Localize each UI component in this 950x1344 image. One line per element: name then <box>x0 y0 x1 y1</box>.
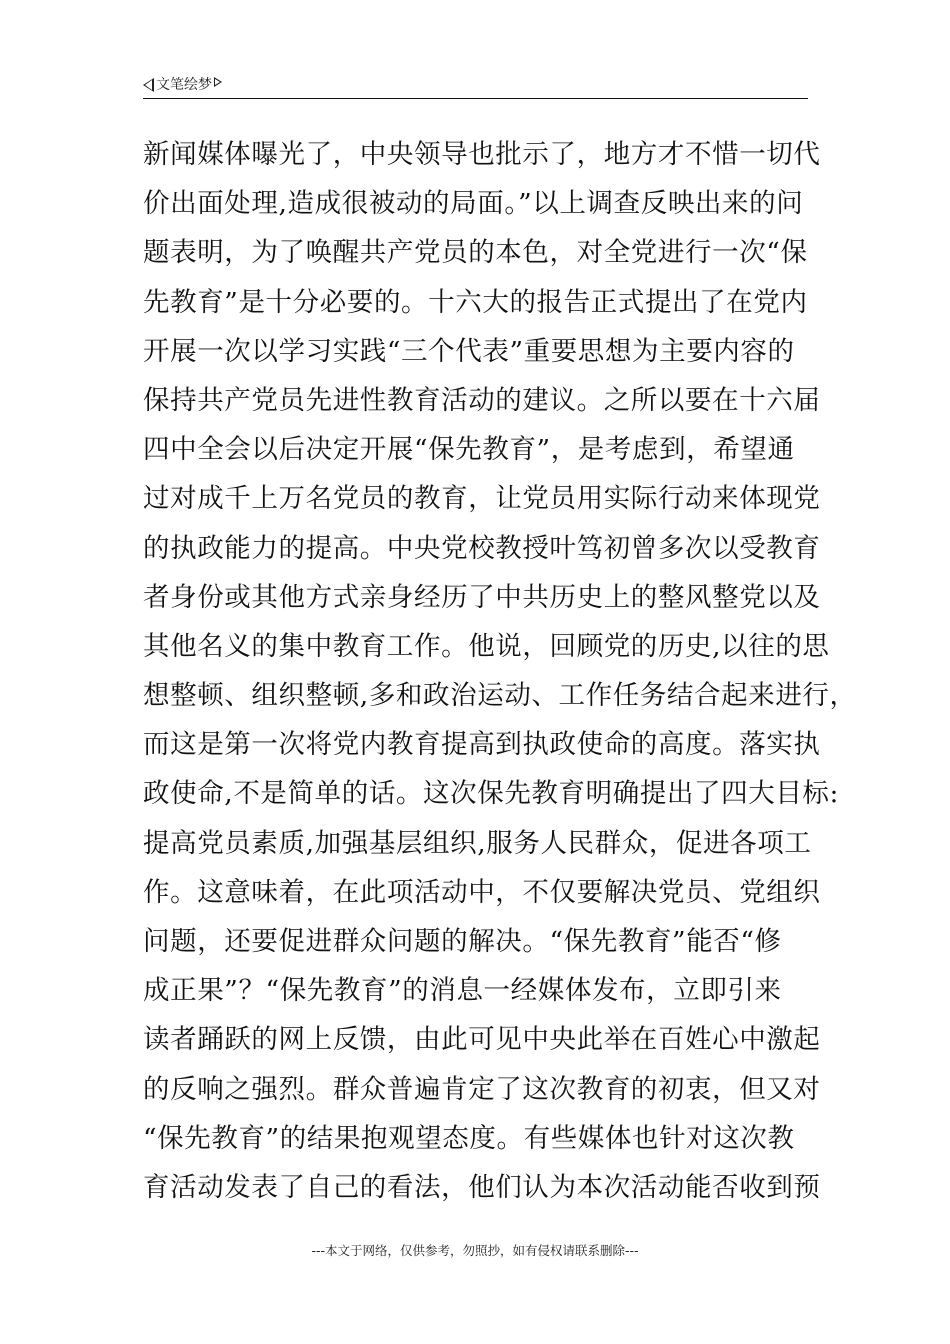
text-line: 过对成千上万名党员的教育，让党员用实际行动来体现党 <box>143 483 821 515</box>
text-line: 保持共产党员先进性教育活动的建议。之所以要在十六届 <box>143 384 821 416</box>
text-line: 其他名义的集中教育工作。他说，回顾党的历史,以往的思 <box>143 630 830 662</box>
text-line: 价出面处理,造成很被动的局面。”以上调查反映出来的问 <box>143 188 804 220</box>
text-line: 作。这意味着，在此项活动中，不仅要解决党员、党组织 <box>143 876 821 908</box>
header-title: 文笔绘梦 <box>156 77 212 93</box>
text-line: “保先教育”的结果抱观望态度。有些媒体也针对这次教 <box>143 1122 795 1154</box>
header-title-group <box>143 76 222 94</box>
text-line: 想整顿、组织整顿,多和政治运动、工作任务结合起来进行， <box>143 680 857 712</box>
text-line: 开展一次以学习实践“三个代表”重要思想为主要内容的 <box>143 335 795 367</box>
page-footer: ---本文于网络，仅供参考，勿照抄，如有侵权请联系删除--- <box>311 1243 639 1258</box>
text-line: 读者踊跃的网上反馈，由此可见中央此举在百姓心中激起 <box>143 1024 821 1056</box>
text-line: 四中全会以后决定开展“保先教育”，是考虑到，希望通 <box>143 434 795 466</box>
text-line: 提高党员素质,加强基层组织,服务人民群众，促进各项工 <box>143 827 812 859</box>
right-triangle-icon <box>214 77 222 87</box>
text-line: 先教育”是十分必要的。十六大的报告正式提出了在党内 <box>143 286 808 318</box>
text-line: 成正果”？“保先教育”的消息一经媒体发布，立即引来 <box>143 975 782 1007</box>
text-line: 而这是第一次将党内教育提高到执政使命的高度。落实执 <box>143 729 821 761</box>
text-line: 新闻媒体曝光了，中央领导也批示了，地方才不惜一切代 <box>143 139 821 170</box>
text-line: 育活动发表了自己的看法，他们认为本次活动能否收到预 <box>143 1171 821 1203</box>
text-line: 问题，还要促进群众问题的解决。“保先教育”能否“修 <box>143 926 782 957</box>
text-line: 题表明，为了唤醒共产党员的本色，对全党进行一次“保 <box>143 237 808 269</box>
document-body <box>143 130 857 1212</box>
left-triangle-icon <box>143 78 154 92</box>
text-line: 政使命,不是简单的话。这次保先教育明确提出了四大目标: <box>143 778 840 810</box>
page-header <box>143 74 808 99</box>
text-line: 的反响之强烈。群众普遍肯定了这次教育的初衷，但又对 <box>143 1073 821 1105</box>
text-line: 者身份或其他方式亲身经历了中共历史上的整风整党以及 <box>143 581 821 613</box>
text-line: 的执政能力的提高。中央党校教授叶笃初曾多次以受教育 <box>143 532 821 564</box>
